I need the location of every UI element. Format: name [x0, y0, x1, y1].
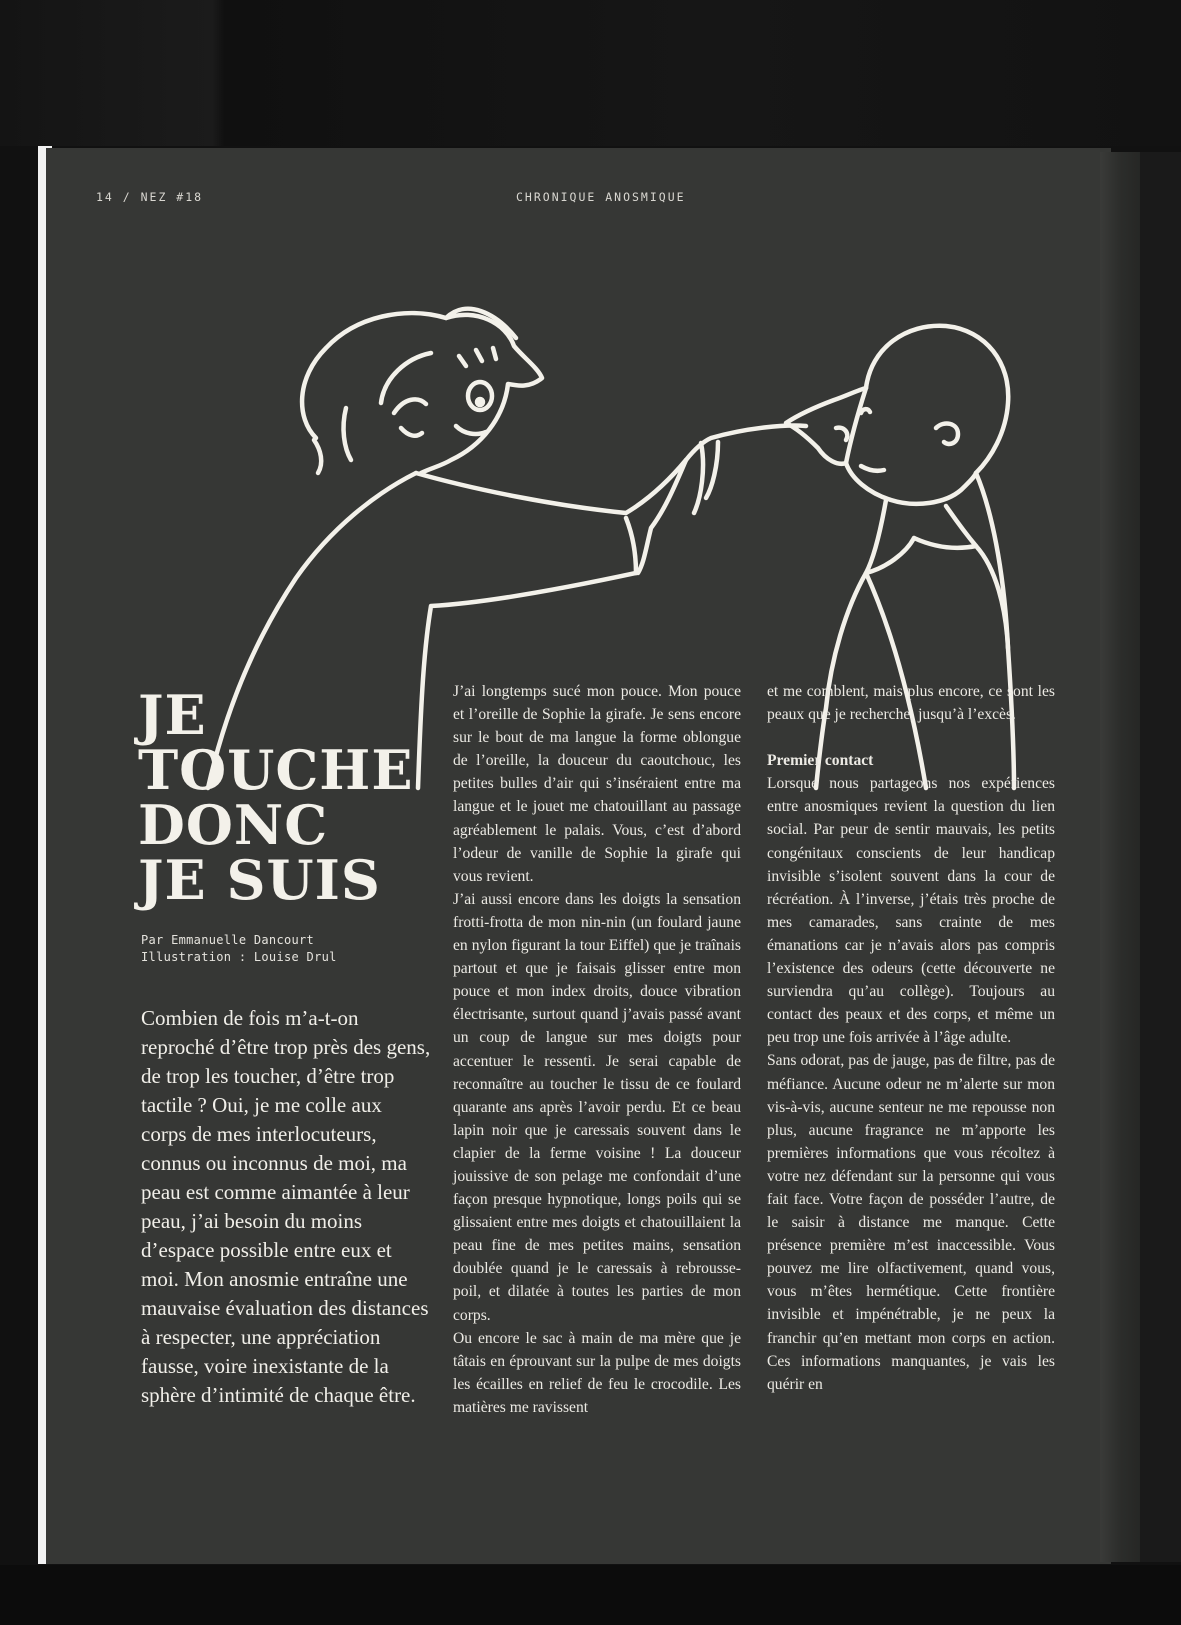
- scan-background-bottom: [0, 1565, 1181, 1625]
- body-paragraph: J’ai aussi encore dans les doigts la sensation frotti-frotta de mon nin-nin (un foulard jaune en nylon figurant la tour Eiffel) que je traînais partout et que je faisais glisser entre mon pouce et mon index droits, douce vibration électrisante, surtout quand j’avais passé avant un coup de langue sur mes doigts pour accentuer le ressenti. Je serai capable de reconnaître au toucher le tissu de ce foulard quarante ans après l’avoir perdu. Et ce beau lapin noir que je caressais souvent dans le clapier de la ferme voisine ! La douceur jouissive de son pelage me confondait d’une façon presque hypnotique, longs poils qui se glissaient entre mes doigts et chatouillaient la peau fine de mes petites mains, sensation doublée quand je le caressais à rebrousse-poil, et dilatée à toutes les parties de mon corps.: [453, 890, 741, 1324]
- magazine-page: [46, 148, 1111, 1564]
- byline-block: [141, 932, 421, 966]
- section-subheading: Premier contact: [767, 752, 874, 770]
- article-title: [138, 683, 428, 912]
- title-line: JE SUIS: [138, 848, 381, 912]
- page-spine-shadow: [1100, 152, 1140, 1562]
- left-figure-hair: [302, 309, 516, 438]
- scan-background-right: [1140, 152, 1181, 1562]
- right-figure-body: [866, 500, 914, 573]
- title-line: TOUCHE: [138, 738, 414, 802]
- body-column-3: [767, 680, 1055, 1396]
- body-paragraph: et me comblent, mais plus encore, ce sont les peaux que je recherche, jusqu’à l’excès.: [767, 683, 1055, 724]
- body-paragraph: Sans odorat, pas de jauge, pas de filtre, pas de méfiance. Aucune odeur ne m’alerte sur mon vis-à-vis, aucune senteur ne me repousse non plus, aucune fragrance ne m’apporte les premières informations que vous récoltez à votre nez défendant sur la personne qui vous fait face. Votre façon de posséder l’autre, de le saisir à distance me manque. Cette présence première m’est inaccessible. Vous pouvez me lire olfactivement, quand vous, vous m’êtes hermétique. Cette frontière invisible et impénétrable, je ne peux la franchir qu’en mettant mon corps en action. Ces informations manquantes, je vais les quérir en: [767, 1052, 1055, 1393]
- title-line: DONC: [138, 793, 329, 857]
- page-folio: 14 / NEZ #18: [96, 190, 204, 204]
- title-line: JE: [138, 683, 207, 747]
- scan-background-top: [0, 0, 1181, 146]
- right-figure-hair: [866, 326, 1008, 473]
- body-column-2: [453, 680, 741, 1419]
- section-name: CHRONIQUE ANOSMIQUE: [516, 190, 686, 204]
- body-paragraph: J’ai longtemps sucé mon pouce. Mon pouce et l’oreille de Sophie la girafe. Je sens encore sur le bout de ma langue la forme oblongue de l’oreille, la douceur du caoutchouc, les petites bulles d’air qui s’inséraient entre ma langue et le jouet me chatouillant au passage agréablement le palais. Vous, c’est d’abord l’odeur de vanille de Sophie la girafe qui vous revient.: [453, 683, 741, 885]
- lead-paragraph: Combien de fois m’a-t-on reproché d’être trop près des gens, de trop les toucher, d’être trop tactile ? Oui, je me colle aux corps de mes interlocuteurs, connus ou inconnus de moi, ma peau est comme aimantée à leur peau, j’ai besoin du moins d’espace possible entre eux et moi. Mon anosmie entraîne une mauvaise évaluation des distances à respecter, une appréciation fausse, voire inexistante de la sphère d’intimité de chaque être.: [141, 1006, 431, 1407]
- body-paragraph: Lorsque nous partageons nos expériences entre anosmiques revient la question du lien social. Par peur de sentir mauvais, les petits congénitaux conscients de leur handicap invisible s’isolent souvent dans la cour de récréation. À l’inverse, j’étais très proche de mes camarades, sans crainte de mes émanations car je n’avais alors pas compris l’existence des odeurs (cette découverte ne surviendra qu’au collège). Toujours au contact des peaux et des corps, et même un peu trop une fois arrivée à l’âge adulte.: [767, 775, 1055, 1047]
- body-paragraph: Ou encore le sac à main de ma mère que je tâtais en éprouvant sur la pulpe de mes doigts les écailles en relief de feu le crocodile. Les matières me ravissent: [453, 1329, 741, 1416]
- illustration-credit: Illustration : Louise Drul: [141, 950, 337, 964]
- author-byline: Par Emmanuelle Dancourt: [141, 933, 315, 947]
- left-figure-face: [421, 315, 542, 473]
